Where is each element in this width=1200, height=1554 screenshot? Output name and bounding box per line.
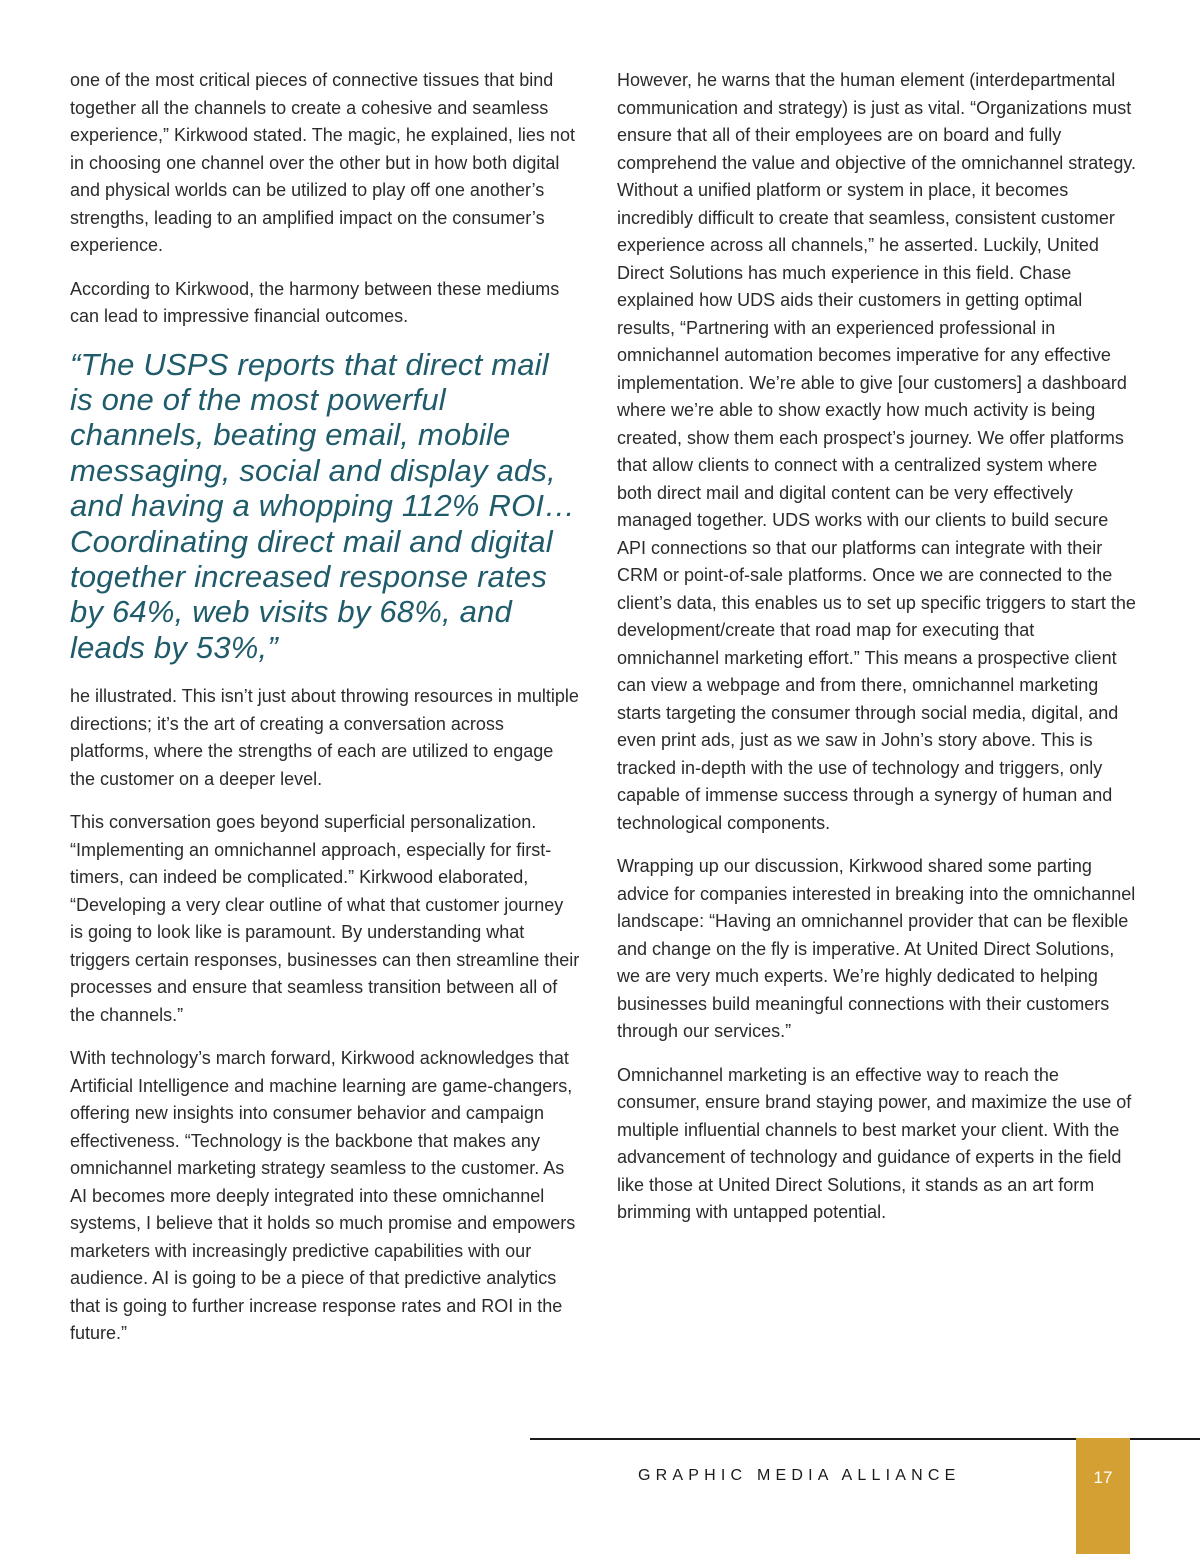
body-paragraph: Omnichannel marketing is an effective way to reach the consumer, ensure brand staying power, and maximize the use of multiple influential channels to best market your client. With the advancement of technology and guidance of experts in the field like those at United Direct Solutions, it stands as an art form brimming with untapped potential. <box>617 1064 1132 1222</box>
body-paragraph: This conversation goes beyond superficial personalization. “Implementing an omnichannel approach, especially for first-timers, can indeed be complicated.” Kirkwood elaborated, “Developing a very clear outline of what that customer journey is going to look like is paramount. By understanding what triggers certain responses, businesses can then streamline their processes and ensure that seamless transition between all of the channels.” <box>70 812 580 1025</box>
body-paragraph: he illustrated. This isn’t just about throwing resources in multiple directions; it’s the art of creating a conversation across platforms, where the strengths of each are utilized to engage the customer on a deeper level. <box>70 686 579 789</box>
body-paragraph: Wrapping up our discussion, Kirkwood shared some parting advice for companies interested in breaking into the omnichannel landscape: “Having an omnichannel provider that can be flexible and change on the fly is imperative. At United Direct Solutions, we are very much experts. We’re highly dedicated to helping businesses build meaningful connections with their customers through our services.” <box>617 856 1136 1041</box>
page-number-tab <box>1076 1438 1130 1554</box>
pull-quote: “The USPS reports that direct mail is one of the most powerful channels, beating email, mobile messaging, social and display ads, and having a whopping 112% ROI… Coordinating direct mail and digital together increased response rates by 64%, web visits by 68%, and leads by 53%,” <box>70 346 576 665</box>
body-paragraph: one of the most critical pieces of connective tissues that bind together all the channels to create a cohesive and seamless experience,” Kirkwood stated. The magic, he explained, lies not in choosing one channel over the other but in how both digital and physical worlds can be utilized to play off one another’s strengths, leading to an amplified impact on the consumer’s experience. <box>70 70 575 255</box>
body-paragraph: With technology’s march forward, Kirkwood acknowledges that Artificial Intelligence and machine learning are game-changers, offering new insights into consumer behavior and campaign effectiveness. “Technology is the backbone that makes any omnichannel marketing strategy seamless to the customer. As AI becomes more deeply integrated into these omnichannel systems, I believe that it holds so much promise and empowers marketers with increasingly predictive capabilities with our audience. AI is going to be a piece of that predictive analytics that is going to further increase response rates and ROI in the future.” <box>70 1048 576 1344</box>
publication-name: GRAPHIC MEDIA ALLIANCE <box>638 1467 961 1484</box>
right-column <box>617 67 1137 1243</box>
body-paragraph: According to Kirkwood, the harmony between these mediums can lead to impressive financial outcomes. <box>70 278 560 326</box>
page-number: 17 <box>1093 1468 1113 1487</box>
body-paragraph: However, he warns that the human element (interdepartmental communication and strategy) is just as vital. “Organizations must ensure that all of their employees are on board and fully comprehend the value and objective of the omnichannel strategy. Without a unified platform or system in place, it becomes incredibly difficult to create that seamless, consistent customer experience across all channels,” he asserted. Luckily, United Direct Solutions has much experience in this field. Chase explained how UDS aids their customers in getting optimal results, “Partnering with an experienced professional in omnichannel automation becomes imperative for any effective implementation. We’re able to give [our customers] a dashboard where we’re able to show exactly how much activity is being created, show them each prospect’s journey. We offer platforms that allow clients to connect with a centralized system where both direct mail and digital content can be very effectively managed together. UDS works with our clients to build secure API connections so that our platforms can integrate with their CRM or point-of-sale platforms. Once we are connected to the client’s data, this enables us to set up specific triggers to start the development/create that road map for executing that omnichannel marketing effort.” This means a prospective client can view a webpage and from there, omnichannel marketing starts targeting the consumer through social media, digital, and even print ads, just as we saw in John’s story above. This is tracked in-depth with the use of technology and triggers, only capable of immense success through a synergy of human and technological components. <box>617 70 1136 833</box>
left-column <box>70 67 580 1364</box>
